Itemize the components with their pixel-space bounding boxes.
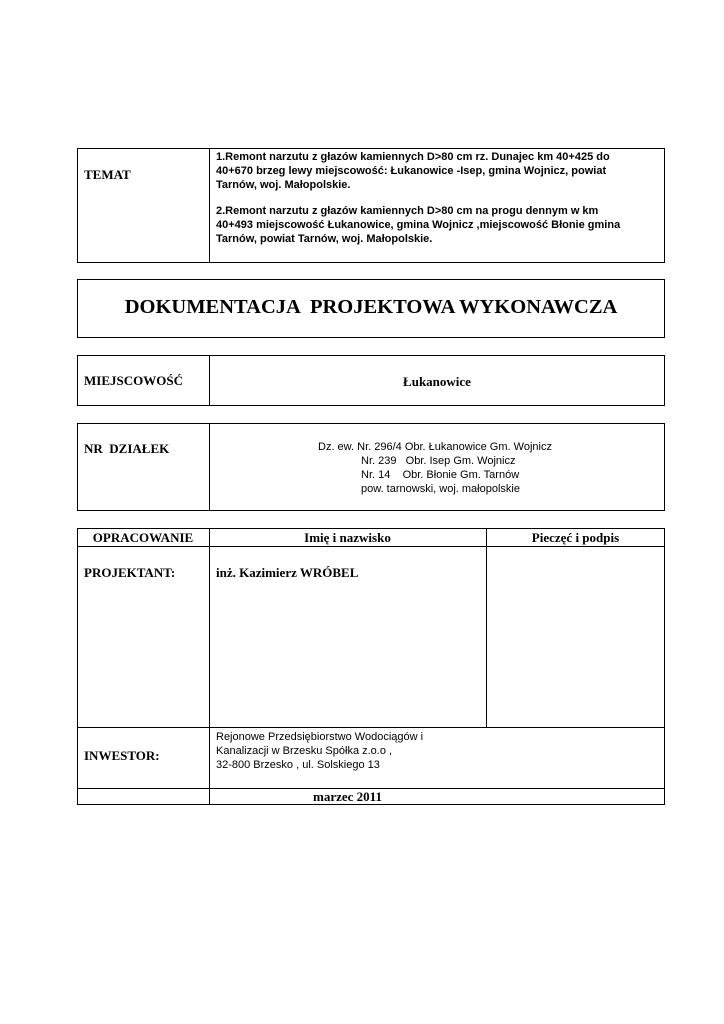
dzialki-line2: Nr. 239 Obr. Isep Gm. Wojnicz: [361, 455, 516, 467]
temat-item2-line2: 40+493 miejscowość Łukanowice, gmina Wojnicz ,miejscowość Błonie gmina: [216, 219, 621, 231]
temat-item1-line2: 40+670 brzeg lewy miejscowość: Łukanowice -Isep, gmina Wojnicz, powiat: [216, 165, 607, 177]
header-imie-nazwisko: Imię i nazwisko: [304, 530, 391, 545]
document-date: marzec 2011: [313, 789, 382, 804]
miejscowosc-label: MIEJSCOWOŚĆ: [84, 373, 183, 388]
dzialki-label: NR DZIAŁEK: [84, 441, 170, 456]
dzialki-divider: [209, 423, 210, 511]
temat-content: [216, 150, 661, 246]
header-opracowanie: OPRACOWANIE: [92, 530, 194, 545]
dzialki-line3: Nr. 14 Obr. Błonie Gm. Tarnów: [361, 469, 520, 481]
projektant-label: PROJEKTANT:: [84, 565, 176, 580]
temat-item1-line1: 1.Remont narzutu z głazów kamiennych D>80 cm rz. Dunajec km 40+425 do: [216, 151, 610, 163]
header-pieczec-podpis: Pieczęć i podpis: [531, 530, 620, 545]
document-title: DOKUMENTACJA PROJEKTOWA WYKONAWCZA: [124, 296, 618, 318]
temat-item2-line3: Tarnów, powiat Tarnów, woj. Małopolskie.: [216, 233, 433, 245]
table-col-divider-1: [209, 528, 210, 805]
inwestor-line3: 32-800 Brzesko , ul. Solskiego 13: [216, 759, 380, 771]
temat-label: TEMAT: [84, 167, 131, 182]
inwestor-line1: Rejonowe Przedsiębiorstwo Wodociągów i: [216, 731, 424, 743]
inwestor-line2: Kanalizacji w Brzesku Spółka z.o.o ,: [216, 745, 393, 757]
temat-item2-line1: 2.Remont narzutu z głazów kamiennych D>80 cm na progu dennym w km: [216, 205, 599, 217]
dzialki-line4: pow. tarnowski, woj. małopolskie: [361, 483, 520, 495]
miejscowosc-value: Łukanowice: [403, 374, 471, 389]
projektant-name: inż. Kazimierz WRÓBEL: [216, 565, 359, 580]
table-projektant-divider: [77, 727, 665, 728]
table-header-divider: [77, 546, 665, 547]
temat-item1-line3: Tarnów, woj. Małopolskie.: [216, 179, 351, 191]
dzialki-line1: Dz. ew. Nr. 296/4 Obr. Łukanowice Gm. Wojnicz: [318, 441, 552, 453]
temat-divider: [209, 148, 210, 263]
table-col-divider-2: [486, 528, 487, 727]
inwestor-label: INWESTOR:: [84, 748, 160, 763]
